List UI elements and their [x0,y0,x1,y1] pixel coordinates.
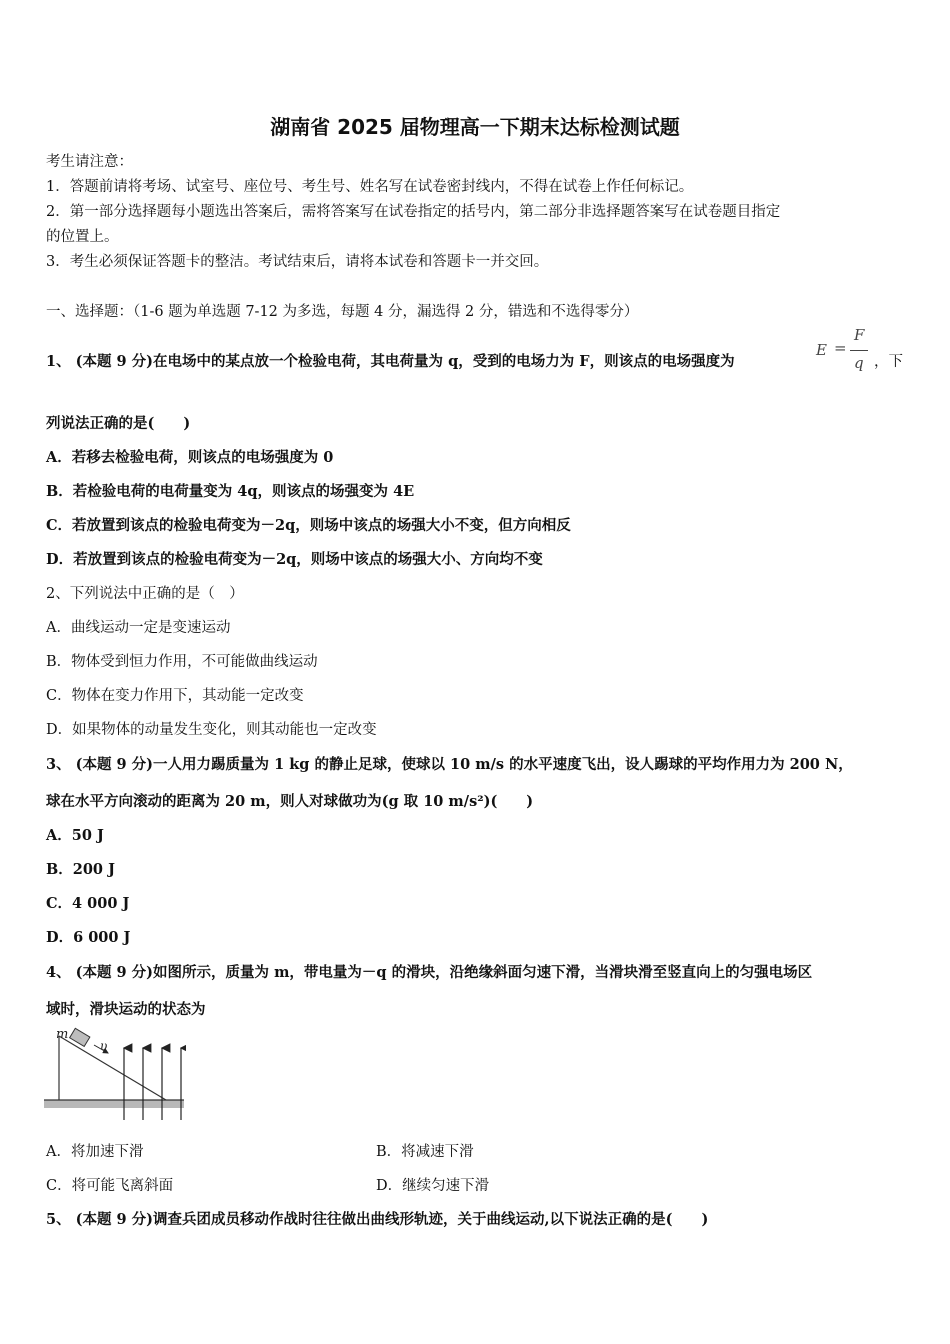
q1-option-c: C．若放置到该点的检验电荷变为－2q，则场中该点的场强大小不变，但方向相反 [46,517,571,534]
q4-option-d: D．继续匀速下滑 [376,1178,490,1194]
fraction-bar [850,350,868,351]
field-strength-formula [816,326,876,378]
notice-item-2-cont: 的位置上。 [46,229,119,245]
notice-heading: 考生请注意： [46,154,133,170]
notice-item-1: 1．答题前请将考场、试室号、座位号、考生号、姓名写在试卷密封线内，不得在试卷上作任何标记。 [46,179,694,195]
q4-option-a: A．将加速下滑 [46,1144,144,1160]
q1-option-b: B．若检验电荷的电荷量变为 4q，则该点的场强变为 4E [46,483,415,500]
q3-option-c: C．4 000 J [46,895,130,912]
q5-stem: 5、 (本题 9 分)调查兵团成员移动作战时往往做出曲线形轨迹，关于曲线运动,以下说法正确的是( ) [46,1211,709,1228]
q4-stem-line1: 4、 (本题 9 分)如图所示，质量为 m，带电量为－q 的滑块，沿绝缘斜面匀速下滑，当滑块滑至竖直向上的匀强电场区 [46,964,813,981]
q2-option-c: C．物体在变力作用下，其动能一定改变 [46,688,304,704]
formula-denominator: q [854,354,864,372]
q2-option-b: B．物体受到恒力作用，不可能做曲线运动 [46,654,318,670]
page-title: 湖南省 2025 届物理高一下期末达标检测试题 [270,115,680,139]
q1-option-a: A．若移去检验电荷，则该点的电场强度为 0 [46,449,334,466]
q3-option-b: B．200 J [46,861,115,878]
q1-stem-tail: ，下 [874,354,903,370]
notice-item-2: 2．第一部分选择题每小题选出答案后，需将答案写在试卷指定的括号内，第二部分非选择题答案写在试卷题目指定 [46,204,781,220]
formula-lhs: E [816,341,827,359]
notice-item-3: 3．考生必须保证答题卡的整洁。考试结束后，请将本试卷和答题卡一并交回。 [46,254,549,270]
q4-option-b: B．将减速下滑 [376,1144,474,1160]
formula-numerator: F [854,326,865,344]
q4-option-c: C．将可能飞离斜面 [46,1178,174,1194]
q3-stem-line2: 球在水平方向滚动的距离为 20 m，则人对球做功为(g 取 10 m/s²)( ) [46,793,534,810]
ground-surface [44,1100,184,1108]
section-heading: 一、选择题：（1-6 题为单选题 7-12 为多选，每题 4 分，漏选得 2 分，错选和不选得零分） [46,304,639,320]
q1-stem-line1: 1、 (本题 9 分)在电场中的某点放一个检验电荷，其电荷量为 q，受到的电场力为 F，则该点的电场强度为 [46,353,735,370]
incline-field-diagram [44,1026,186,1124]
q4-stem-line2: 域时，滑块运动的状态为 [46,1001,206,1018]
mass-label: m [56,1027,69,1042]
q1-stem-line2: 列说法正确的是( ) [46,415,191,432]
q1-option-d: D．若放置到该点的检验电荷变为－2q，则场中该点的场强大小、方向均不变 [46,551,543,568]
incline-slope [59,1036,166,1100]
q3-option-a: A．50 J [46,827,104,844]
formula-equals: = [834,339,847,357]
q3-stem-line1: 3、 (本题 9 分)一人用力踢质量为 1 kg 的静止足球，使球以 10 m/s 的水平速度飞出，设人踢球的平均作用力为 200 N， [46,756,853,773]
q3-option-d: D．6 000 J [46,929,131,946]
velocity-label: υ [100,1039,108,1053]
q2-option-a: A．曲线运动一定是变速运动 [46,620,231,636]
q2-option-d: D．如果物体的动量发生变化，则其动能也一定改变 [46,722,377,738]
q2-stem: 2、下列说法中正确的是（ ） [46,586,244,602]
